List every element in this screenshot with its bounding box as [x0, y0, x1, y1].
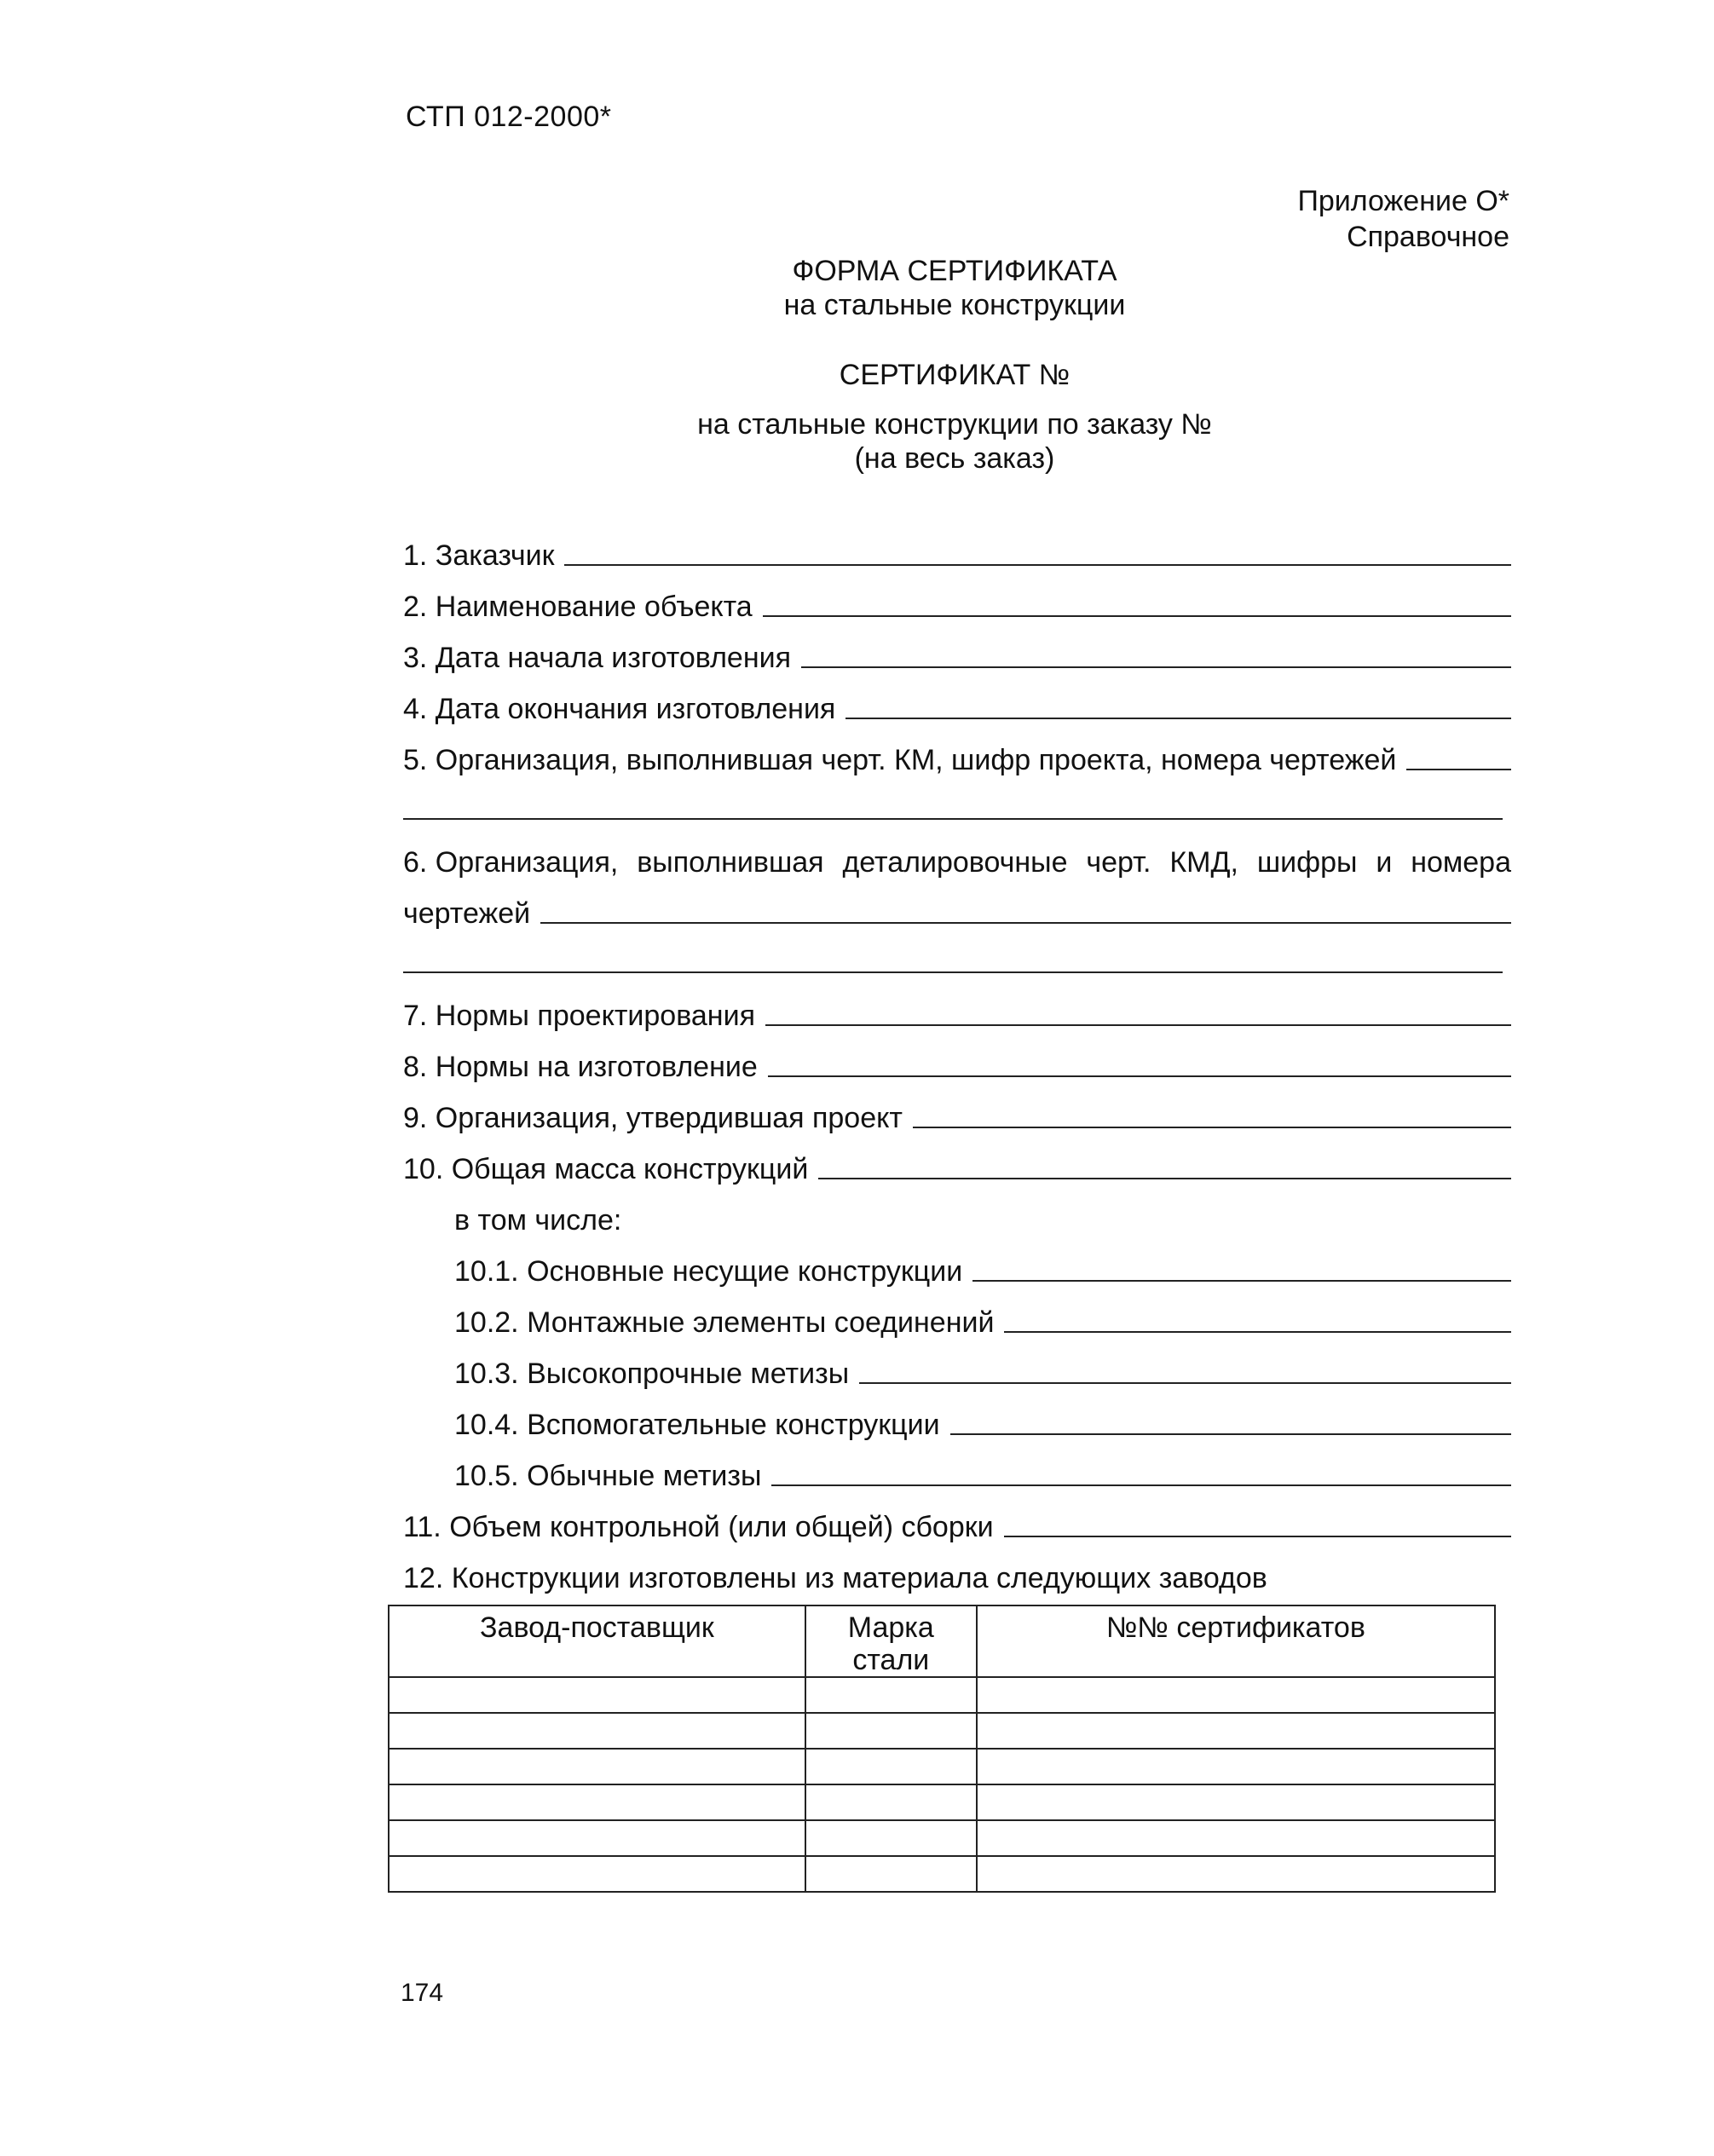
field-start-date [403, 624, 1511, 675]
field-label: в том числе: [454, 1204, 622, 1237]
field-kmd-organization [403, 828, 1511, 879]
table-row [389, 1856, 1495, 1892]
field-object-name [403, 573, 1511, 624]
field-design-norms [403, 982, 1511, 1033]
field-km-organization [403, 726, 1511, 777]
field-label: 5. Организация, выполнившая черт. КМ, шифр проекта, номера чертежей [403, 744, 1397, 776]
field-label-word: и [1376, 846, 1393, 879]
table-header-row [389, 1605, 1495, 1677]
form-title: ФОРМА СЕРТИФИКАТА [792, 255, 1117, 287]
column-header-steel-grade: Марка стали [805, 1605, 977, 1677]
field-label: 10. Общая масса конструкций [403, 1153, 809, 1185]
table-cell[interactable] [977, 1713, 1495, 1749]
fill-line[interactable] [771, 1484, 1511, 1486]
field-label: 10.3. Высокопрочные метизы [454, 1358, 850, 1390]
field-approving-organization [403, 1084, 1511, 1135]
table-row [389, 1820, 1495, 1856]
field-main-structures [403, 1237, 1511, 1288]
fill-line[interactable] [1004, 1331, 1511, 1333]
fill-line[interactable] [540, 922, 1511, 924]
fill-line-continuation[interactable] [403, 931, 1511, 982]
field-label: 12. Конструкции изготовлены из материала следующих заводов [403, 1562, 1267, 1594]
field-label: 11. Объем контрольной (или общей) сборки [403, 1511, 994, 1543]
fill-line[interactable] [845, 718, 1511, 719]
fill-line[interactable] [1406, 769, 1511, 770]
table-cell[interactable] [389, 1856, 805, 1892]
field-label: 10.2. Монтажные элементы соединений [454, 1306, 995, 1339]
field-label-word: выполнившая [637, 846, 824, 879]
certificate-fields [403, 522, 1511, 1595]
field-label: 10.1. Основные несущие конструкции [454, 1255, 963, 1288]
appendix-type: Справочное [1347, 221, 1509, 253]
field-total-mass [403, 1135, 1511, 1186]
table-cell[interactable] [389, 1749, 805, 1784]
table-cell[interactable] [389, 1677, 805, 1713]
column-header-supplier: Завод-поставщик [389, 1605, 805, 1677]
field-label-word: номера [1411, 846, 1511, 879]
column-header-certificates: №№ сертификатов [977, 1605, 1495, 1677]
supplier-table [388, 1605, 1496, 1893]
table-cell[interactable] [389, 1784, 805, 1820]
fill-line[interactable] [950, 1433, 1511, 1435]
fill-line[interactable] [818, 1178, 1511, 1179]
field-high-strength-fasteners [403, 1340, 1511, 1391]
table-cell[interactable] [389, 1820, 805, 1856]
table-cell[interactable] [805, 1856, 977, 1892]
field-label: 2. Наименование объекта [403, 591, 753, 623]
certificate-subtitle: на стальные конструкции по заказу № [697, 408, 1212, 441]
field-label: 10.5. Обычные метизы [454, 1460, 762, 1492]
table-cell[interactable] [805, 1677, 977, 1713]
fill-line[interactable] [972, 1280, 1511, 1282]
table-cell[interactable] [977, 1677, 1495, 1713]
field-regular-fasteners [403, 1442, 1511, 1493]
field-label: 8. Нормы на изготовление [403, 1051, 758, 1083]
field-customer [403, 522, 1511, 573]
field-label: 1. Заказчик [403, 539, 555, 572]
fill-line[interactable] [768, 1075, 1511, 1077]
field-label-word: деталировочные [842, 846, 1068, 879]
certificate-note: (на весь заказ) [854, 442, 1055, 475]
field-assembly-volume [403, 1493, 1511, 1544]
certificate-title: СЕРТИФИКАТ № [839, 359, 1071, 391]
field-manufacturing-norms [403, 1033, 1511, 1084]
field-label: 4. Дата окончания изготовления [403, 693, 836, 725]
field-label: 3. Дата начала изготовления [403, 642, 791, 674]
field-label-word: 6. Организация, [403, 846, 619, 879]
table-row [389, 1749, 1495, 1784]
table-cell[interactable] [977, 1820, 1495, 1856]
field-label-word: черт. [1086, 846, 1151, 879]
field-label: 9. Организация, утвердившая проект [403, 1102, 903, 1134]
fill-line[interactable] [564, 564, 1511, 566]
field-assembly-elements [403, 1288, 1511, 1340]
field-label: 7. Нормы проектирования [403, 1000, 755, 1032]
fill-line[interactable] [801, 666, 1511, 668]
table-cell[interactable] [389, 1713, 805, 1749]
table-cell[interactable] [977, 1749, 1495, 1784]
field-kmd-drawings [403, 879, 1511, 931]
form-subtitle: на стальные конструкции [783, 289, 1126, 321]
table-cell[interactable] [805, 1713, 977, 1749]
field-including-note [403, 1186, 1511, 1237]
fill-line-continuation[interactable] [403, 777, 1511, 828]
form-heading [392, 254, 1517, 322]
field-label-word: КМД, [1169, 846, 1238, 879]
field-material-plants [403, 1544, 1511, 1595]
fill-line[interactable] [913, 1127, 1511, 1128]
field-end-date [403, 675, 1511, 726]
fill-line[interactable] [859, 1382, 1511, 1384]
document-code: СТП 012-2000* [406, 101, 612, 133]
fill-line[interactable] [1004, 1536, 1511, 1537]
table-row [389, 1677, 1495, 1713]
table-cell[interactable] [805, 1784, 977, 1820]
table-cell[interactable] [805, 1749, 977, 1784]
field-label-word: шифры [1256, 846, 1358, 879]
field-label: 10.4. Вспомогательные конструкции [454, 1409, 940, 1441]
table-cell[interactable] [977, 1856, 1495, 1892]
field-label: чертежей [403, 897, 531, 930]
table-cell[interactable] [805, 1820, 977, 1856]
table-cell[interactable] [977, 1784, 1495, 1820]
appendix-header [1297, 183, 1509, 255]
page-number: 174 [401, 1979, 444, 2007]
certificate-subheading [392, 407, 1517, 476]
table-row [389, 1713, 1495, 1749]
fill-line[interactable] [765, 1024, 1511, 1026]
appendix-label: Приложение О* [1297, 185, 1509, 217]
table-row [389, 1784, 1495, 1820]
fill-line[interactable] [763, 615, 1511, 617]
field-auxiliary-structures [403, 1391, 1511, 1442]
